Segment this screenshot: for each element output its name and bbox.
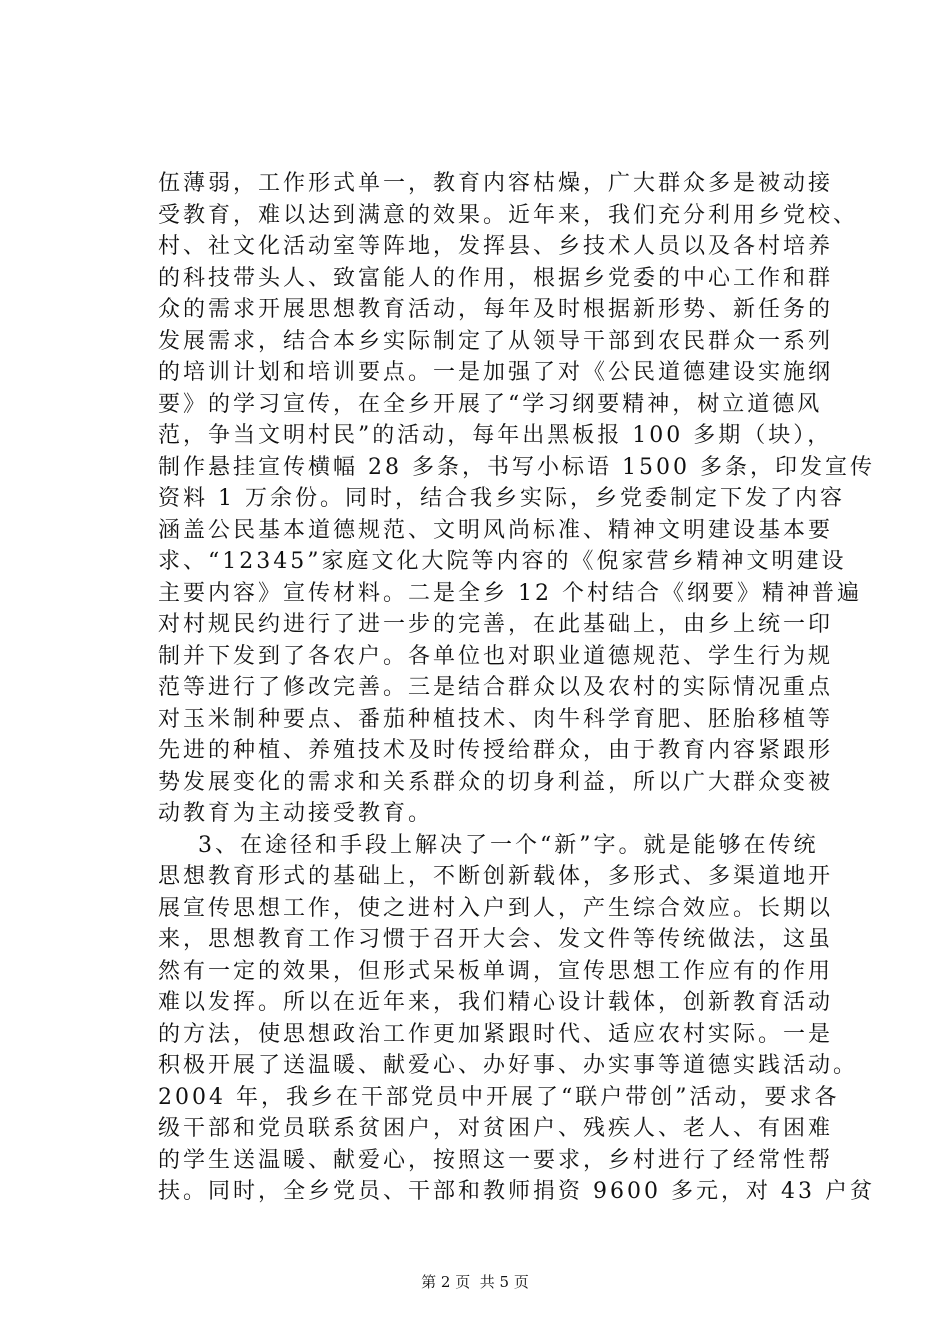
text-line: 伍薄弱，工作形式单一，教育内容枯燥，广大群众多是被动接: [158, 171, 834, 196]
text-line: 扶。同时，全乡党员、干部和教师捐资 9600 多元，对 43 户贫: [158, 1179, 875, 1204]
text-line: 受教育，难以达到满意的效果。近年来，我们充分利用乡党校、: [158, 202, 859, 228]
text-line: 来，思想教育工作习惯于召开大会、发文件等传统做法，这虽: [158, 927, 834, 952]
text-line: 的培训计划和培训要点。一是加强了对《公民道德建设实施纲: [158, 360, 834, 385]
text-line: 动教育为主动接受教育。: [158, 801, 434, 826]
text-line: 资料 1 万余份。同时，结合我乡实际，乡党委制定下发了内容: [158, 486, 845, 511]
text-line: 的方法，使思想政治工作更加紧跟时代、适应农村实际。一是: [158, 1021, 834, 1047]
text-line: 范等进行了修改完善。三是结合群众以及农村的实际情况重点: [158, 675, 834, 700]
text-line: 求、“12345”家庭文化大院等内容的《倪家营乡精神文明建设: [158, 549, 847, 574]
text-line: 3、在途径和手段上解决了一个“新”字。就是能够在传统: [158, 832, 819, 858]
text-line: 发展需求，结合本乡实际制定了从领导干部到农民群众一系列: [158, 328, 834, 354]
document-body: [158, 168, 950, 1208]
text-line: 积极开展了送温暖、献爱心、办好事、办实事等道德实践活动。: [158, 1053, 859, 1078]
text-line: 众的需求开展思想教育活动，每年及时根据新形势、新任务的: [158, 297, 834, 322]
text-line: 要》的学习宣传，在全乡开展了“学习纲要精神，树立道德风: [158, 391, 823, 417]
text-line: 范，争当文明村民”的活动，每年出黑板报 100 多期（块），: [158, 423, 833, 448]
text-line: 对村规民约进行了进一步的完善，在此基础上，由乡上统一印: [158, 612, 834, 637]
text-line: 制并下发到了各农户。各单位也对职业道德规范、学生行为规: [158, 643, 834, 669]
text-line: 先进的种植、养殖技术及时传授给群众，由于教育内容紧跟形: [158, 738, 834, 763]
text-line: 然有一定的效果，但形式呆板单调，宣传思想工作应有的作用: [158, 958, 834, 984]
text-line: 的学生送温暖、献爱心，按照这一要求，乡村进行了经常性帮: [158, 1147, 834, 1173]
text-line: 展宣传思想工作，使之进村入户到人，产生综合效应。长期以: [158, 895, 834, 921]
text-line: 主要内容》宣传材料。二是全乡 12 个村结合《纲要》精神普遍: [158, 580, 862, 606]
page-number: 第 2 页 共 5 页: [421, 1273, 529, 1291]
text-line: 村、社文化活动室等阵地，发挥县、乡技术人员以及各村培养: [158, 234, 834, 259]
text-line: 2004 年，我乡在干部党员中开展了“联户带创”活动，要求各: [158, 1084, 840, 1110]
text-line: 势发展变化的需求和关系群众的切身利益，所以广大群众变被: [158, 769, 834, 795]
text-line: 对玉米制种要点、番茄种植技术、肉牛科学育肥、胚胎移植等: [158, 706, 834, 732]
text-line: 级干部和党员联系贫困户，对贫困户、残疾人、老人、有困难: [158, 1116, 834, 1141]
text-line: 的科技带头人、致富能人的作用，根据乡党委的中心工作和群: [158, 265, 834, 291]
text-line: 难以发挥。所以在近年来，我们精心设计载体，创新教育活动: [158, 990, 834, 1015]
text-line: 涵盖公民基本道德规范、文明风尚标准、精神文明建设基本要: [158, 517, 834, 543]
text-line: 思想教育形式的基础上，不断创新载体，多形式、多渠道地开: [158, 864, 834, 889]
text-line: 制作悬挂宣传横幅 28 多条，书写小标语 1500 多条，印发宣传: [158, 454, 875, 480]
